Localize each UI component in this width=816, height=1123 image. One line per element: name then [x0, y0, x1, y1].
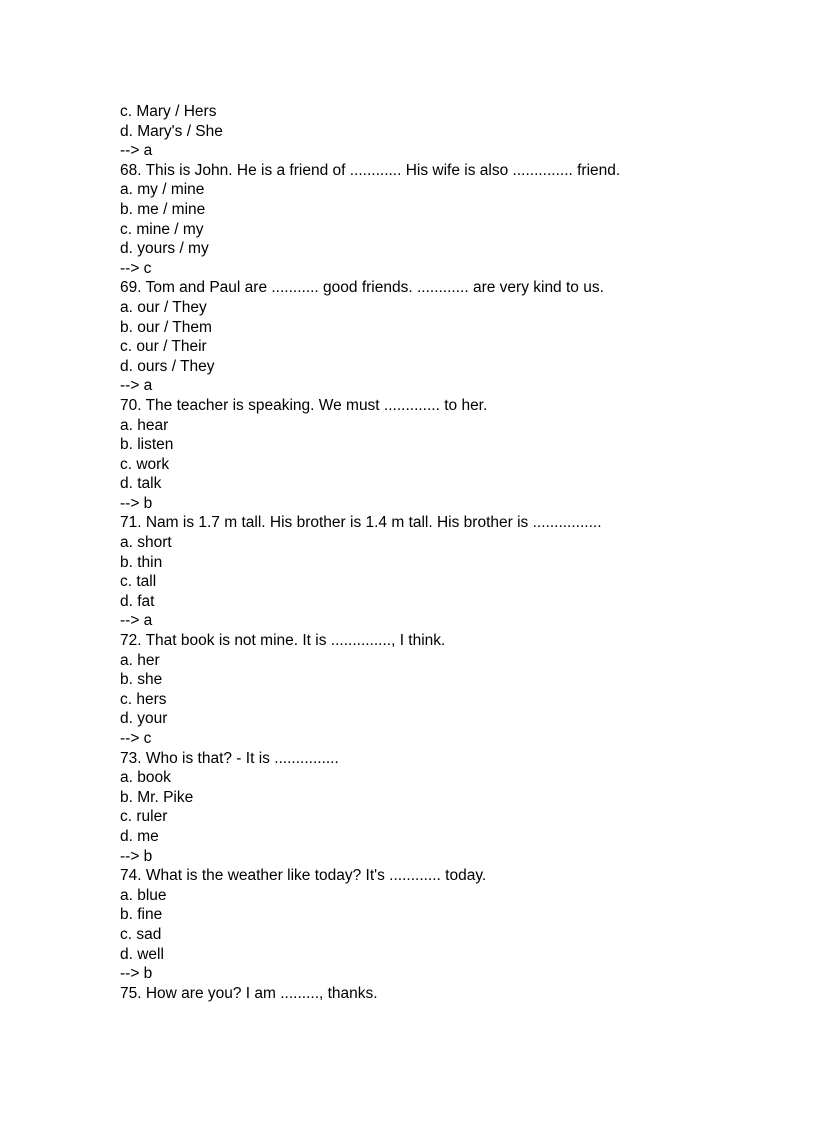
option-a: a. blue	[120, 886, 167, 904]
option-a: a. our / They	[120, 298, 207, 316]
question-text: 72. That book is not mine. It is .............., I think.	[120, 632, 446, 650]
answer-key: --> a	[120, 142, 153, 160]
option-d: d. me	[120, 827, 159, 845]
question-text: 71. Nam is 1.7 m tall. His brother is 1.4 m tall. His brother is ................	[120, 514, 602, 532]
question-text: 74. What is the weather like today? It's ............ today.	[120, 867, 487, 885]
document-page	[120, 102, 760, 1003]
question-74	[120, 866, 760, 984]
option-d: d. fat	[120, 592, 155, 610]
option-c: c. tall	[120, 573, 157, 591]
option-a: a. hear	[120, 416, 169, 434]
answer-key: --> b	[120, 847, 153, 865]
option-b: b. fine	[120, 906, 163, 924]
option-d: d. yours / my	[120, 240, 209, 258]
question-71	[120, 513, 760, 631]
option-c: c. our / Their	[120, 338, 207, 356]
option-d: d. Mary's / She	[120, 122, 223, 140]
option-b: b. thin	[120, 553, 163, 571]
answer-key: --> a	[120, 377, 153, 395]
option-c: c. mine / my	[120, 220, 204, 238]
option-a: a. my / mine	[120, 181, 205, 199]
question-70	[120, 396, 760, 514]
question-73	[120, 749, 760, 867]
option-b: b. me / mine	[120, 200, 206, 218]
question-text: 69. Tom and Paul are ........... good friends. ............ are very kind to us.	[120, 279, 604, 297]
option-d: d. well	[120, 945, 164, 963]
option-a: a. short	[120, 534, 172, 552]
option-d: d. talk	[120, 475, 162, 493]
answer-key: --> a	[120, 612, 153, 630]
option-d: d. your	[120, 710, 168, 728]
option-c: c. hers	[120, 690, 167, 708]
option-d: d. ours / They	[120, 357, 215, 375]
question-75	[120, 984, 760, 1004]
question-text: 73. Who is that? - It is ...............	[120, 749, 339, 767]
question-67-continued	[120, 102, 760, 161]
option-c: c. sad	[120, 925, 162, 943]
question-72	[120, 631, 760, 749]
option-a: a. her	[120, 651, 160, 669]
question-69	[120, 278, 760, 396]
option-b: b. she	[120, 671, 163, 689]
answer-key: --> b	[120, 965, 153, 983]
answer-key: --> c	[120, 259, 152, 277]
option-b: b. Mr. Pike	[120, 788, 194, 806]
option-c: c. ruler	[120, 808, 168, 826]
question-text: 68. This is John. He is a friend of ............ His wife is also .............. friend.	[120, 161, 621, 179]
option-b: b. listen	[120, 436, 174, 454]
option-b: b. our / Them	[120, 318, 212, 336]
option-a: a. book	[120, 769, 171, 787]
question-text: 75. How are you? I am ........., thanks.	[120, 984, 378, 1002]
option-c: c. work	[120, 455, 170, 473]
option-c: c. Mary / Hers	[120, 103, 217, 120]
question-text: 70. The teacher is speaking. We must ............. to her.	[120, 396, 488, 414]
question-68	[120, 161, 760, 279]
answer-key: --> c	[120, 730, 152, 747]
answer-key: --> b	[120, 494, 153, 512]
